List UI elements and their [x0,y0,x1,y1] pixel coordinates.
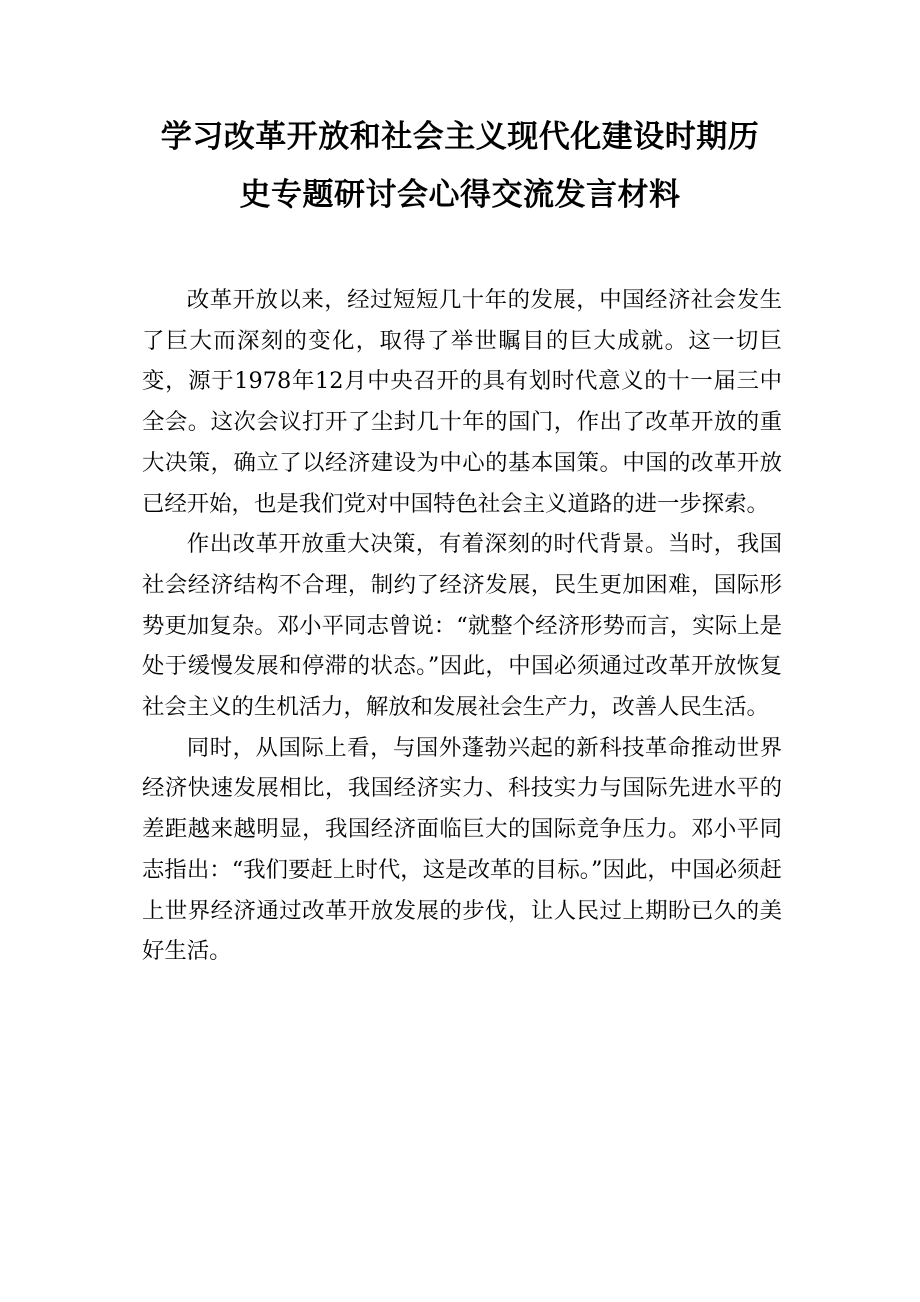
document-title [110,108,810,224]
title-line-1: 学习改革开放和社会主义现代化建设时期历 [160,119,760,155]
paragraph-1: 改革开放以来，经过短短几十年的发展，中国经济社会发生了巨大而深刻的变化，取得了举世瞩目的巨大成就。这一切巨变，源于1978年12月中央召开的具有划时代意义的十一届三中全会。这次会议打开了尘封几十年的国门，作出了改革开放的重大决策，确立了以经济建设为中心的基本国策。中国的改革开放已经开始，也是我们党对中国特色社会主义道路的进一步探索。 [142,287,782,517]
paragraph-3: 同时，从国际上看，与国外蓬勃兴起的新科技革命推动世界经济快速发展相比，我国经济实力、科技实力与国际先进水平的差距越来越明显，我国经济面临巨大的国际竞争压力。邓小平同志指出：“我们要赶上时代，这是改革的目标。”因此，中国必须赶上世界经济通过改革开放发展的步伐，让人民过上期盼已久的美好生活。 [142,734,782,965]
title-line-2: 史专题研讨会心得交流发言材料 [239,177,681,213]
document-body [142,280,782,972]
paragraph-2: 作出改革开放重大决策，有着深刻的时代背景。当时，我国社会经济结构不合理，制约了经济发展，民生更加困难，国际形势更加复杂。邓小平同志曾说：“就整个经济形势而言，实际上是处于缓慢发展和停滞的状态。”因此，中国必须通过改革开放恢复社会主义的生机活力，解放和发展社会生产力，改善人民生活。 [142,531,782,721]
